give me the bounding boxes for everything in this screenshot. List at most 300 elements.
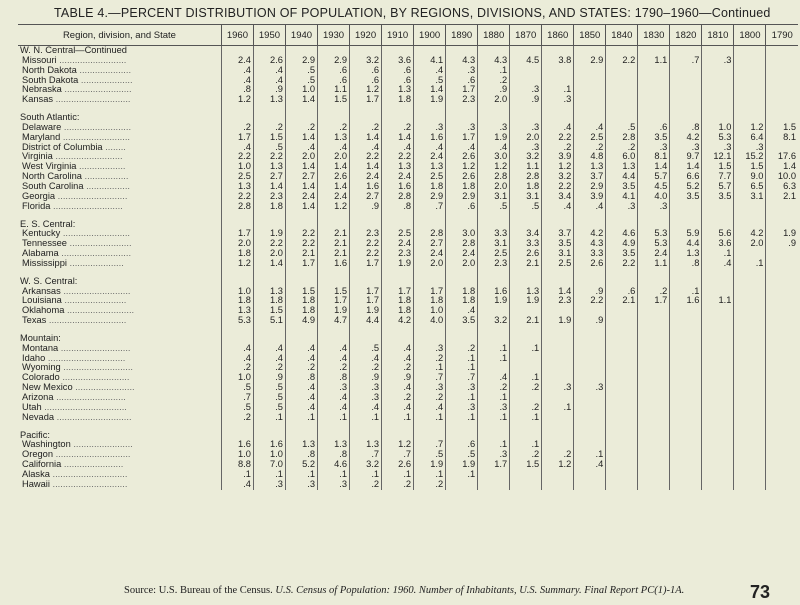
value-cell: 5.3 xyxy=(221,316,253,326)
value-cell xyxy=(670,460,702,470)
value-cell xyxy=(734,413,766,423)
value-cell: 3.3 xyxy=(510,239,542,249)
value-cell: 1.8 xyxy=(253,202,285,212)
value-cell: 2.2 xyxy=(221,152,253,162)
value-cell: 1.9 xyxy=(446,460,478,470)
value-cell: 2.8 xyxy=(510,172,542,182)
value-cell: 5.3 xyxy=(638,239,670,249)
year-header: 1950 xyxy=(253,25,285,46)
value-cell xyxy=(702,373,734,383)
value-cell: 8.8 xyxy=(221,460,253,470)
value-cell: 2.9 xyxy=(446,192,478,202)
value-cell: 1.5 xyxy=(702,162,734,172)
value-cell: 2.2 xyxy=(606,259,638,269)
year-header: 1910 xyxy=(382,25,414,46)
value-cell: .1 xyxy=(542,403,574,413)
value-cell xyxy=(734,344,766,354)
value-cell: 1.3 xyxy=(382,162,414,172)
value-cell: .4 xyxy=(574,460,606,470)
value-cell: .2 xyxy=(318,123,350,133)
value-cell: .2 xyxy=(382,480,414,490)
value-cell xyxy=(702,85,734,95)
value-cell xyxy=(670,450,702,460)
value-cell: 1.8 xyxy=(446,296,478,306)
value-cell: 1.8 xyxy=(414,296,446,306)
value-cell: 12.1 xyxy=(702,152,734,162)
value-cell: 1.5 xyxy=(253,133,285,143)
value-cell: 2.8 xyxy=(414,229,446,239)
value-cell xyxy=(638,373,670,383)
state-label: Kentucky .......................... xyxy=(22,229,130,239)
value-cell: .6 xyxy=(350,76,382,86)
value-cell: 2.5 xyxy=(542,259,574,269)
value-cell: .4 xyxy=(446,306,478,316)
state-label: Alaska ............................. xyxy=(22,469,128,479)
value-cell: 1.3 xyxy=(253,162,285,172)
state-label: Arizona ........................... xyxy=(22,393,126,402)
value-cell xyxy=(734,440,766,450)
value-cell xyxy=(766,249,798,259)
value-cell: 3.7 xyxy=(542,229,574,239)
value-cell: .2 xyxy=(253,363,285,373)
value-cell: 1.0 xyxy=(221,162,253,172)
value-cell: 2.9 xyxy=(414,192,446,202)
value-cell: 2.9 xyxy=(285,56,317,66)
value-cell: .6 xyxy=(638,123,670,133)
value-cell: 4.9 xyxy=(285,316,317,326)
value-cell: 7.0 xyxy=(253,460,285,470)
value-cell: .1 xyxy=(510,373,542,383)
value-cell: 4.2 xyxy=(574,229,606,239)
value-cell: 1.0 xyxy=(253,450,285,460)
value-cell xyxy=(670,354,702,364)
value-cell: .6 xyxy=(318,76,350,86)
value-cell: 2.2 xyxy=(574,296,606,306)
value-cell: 6.5 xyxy=(734,182,766,192)
value-cell: 2.1 xyxy=(285,249,317,259)
value-cell: .1 xyxy=(446,393,478,403)
value-cell: 2.1 xyxy=(318,229,350,239)
state-name: Wyoming xyxy=(22,363,61,373)
value-cell: .9 xyxy=(574,287,606,297)
state-name: Colorado xyxy=(22,373,60,383)
year-header: 1860 xyxy=(542,25,574,46)
value-cell: .8 xyxy=(221,85,253,95)
value-cell: .4 xyxy=(382,383,414,393)
value-cell xyxy=(606,306,638,316)
state-label: California ....................... xyxy=(22,460,124,470)
value-cell: .9 xyxy=(350,373,382,383)
value-cell: .4 xyxy=(542,123,574,133)
value-cell: 1.4 xyxy=(414,85,446,95)
state-label: Arkansas .......................... xyxy=(22,286,131,296)
value-cell: .5 xyxy=(446,450,478,460)
state-name: New Mexico xyxy=(22,383,73,393)
state-label: Louisiana ........................ xyxy=(22,296,127,306)
value-cell: 1.2 xyxy=(446,162,478,172)
value-cell xyxy=(542,480,574,490)
region-row xyxy=(18,431,798,441)
year-header: 1850 xyxy=(574,25,606,46)
value-cell: 9.0 xyxy=(734,172,766,182)
table-row xyxy=(18,480,798,490)
value-cell: .4 xyxy=(414,403,446,413)
value-cell xyxy=(542,76,574,86)
value-cell xyxy=(510,76,542,86)
value-cell xyxy=(478,480,510,490)
value-cell: 6.6 xyxy=(670,172,702,182)
value-cell: 1.6 xyxy=(670,296,702,306)
value-cell: .1 xyxy=(285,413,317,423)
value-cell: 2.5 xyxy=(414,172,446,182)
value-cell: 2.1 xyxy=(766,192,798,202)
value-cell xyxy=(670,95,702,105)
value-cell xyxy=(734,202,766,212)
year-header: 1920 xyxy=(350,25,382,46)
value-cell: .2 xyxy=(446,344,478,354)
value-cell: 1.2 xyxy=(221,95,253,105)
value-cell: .1 xyxy=(478,393,510,403)
value-cell: 2.0 xyxy=(414,259,446,269)
value-cell: .4 xyxy=(414,143,446,153)
value-cell: .2 xyxy=(318,363,350,373)
value-cell: 1.4 xyxy=(285,182,317,192)
value-cell: 1.3 xyxy=(350,440,382,450)
table-row xyxy=(18,249,798,259)
value-cell xyxy=(510,306,542,316)
value-cell: 4.2 xyxy=(670,133,702,143)
value-cell xyxy=(702,354,734,364)
table-row xyxy=(18,182,798,192)
value-cell xyxy=(638,413,670,423)
value-cell xyxy=(766,56,798,66)
region-name: Mountain: xyxy=(20,333,61,343)
table-row xyxy=(18,259,798,269)
value-cell: 1.6 xyxy=(221,440,253,450)
region-name: W. S. Central: xyxy=(20,276,78,286)
value-cell: .3 xyxy=(670,143,702,153)
value-cell xyxy=(734,306,766,316)
value-cell: .2 xyxy=(510,403,542,413)
value-cell: 2.2 xyxy=(221,192,253,202)
value-cell: .2 xyxy=(478,76,510,86)
value-cell xyxy=(766,413,798,423)
value-cell: 2.4 xyxy=(350,172,382,182)
table-row xyxy=(18,76,798,86)
value-cell: 4.3 xyxy=(446,56,478,66)
value-cell: 2.4 xyxy=(382,239,414,249)
value-cell: 1.2 xyxy=(350,85,382,95)
value-cell xyxy=(670,373,702,383)
value-cell: 2.9 xyxy=(318,56,350,66)
value-cell: 5.2 xyxy=(670,182,702,192)
value-cell: .4 xyxy=(350,403,382,413)
value-cell xyxy=(606,76,638,86)
value-cell xyxy=(542,440,574,450)
value-cell xyxy=(574,403,606,413)
state-label: District of Columbia ........ xyxy=(22,142,126,152)
value-cell: 4.1 xyxy=(414,56,446,66)
value-cell: .2 xyxy=(542,450,574,460)
value-cell xyxy=(574,393,606,403)
value-cell: 2.6 xyxy=(382,460,414,470)
year-header: 1890 xyxy=(446,25,478,46)
state-label: Nebraska .......................... xyxy=(22,85,132,95)
value-cell xyxy=(574,76,606,86)
state-label: Washington ....................... xyxy=(22,440,133,450)
year-header: 1820 xyxy=(670,25,702,46)
value-cell: .6 xyxy=(446,440,478,450)
value-cell xyxy=(638,354,670,364)
value-cell: .4 xyxy=(318,344,350,354)
value-cell xyxy=(766,403,798,413)
value-cell: 2.5 xyxy=(382,229,414,239)
value-cell xyxy=(702,460,734,470)
value-cell: .7 xyxy=(414,440,446,450)
value-cell xyxy=(702,470,734,480)
value-cell: 1.4 xyxy=(253,182,285,192)
value-cell xyxy=(766,316,798,326)
value-cell: 2.2 xyxy=(253,152,285,162)
value-cell: 1.8 xyxy=(382,296,414,306)
value-cell: 2.1 xyxy=(510,259,542,269)
value-cell xyxy=(606,344,638,354)
state-name: Nevada xyxy=(22,412,55,422)
year-header: 1870 xyxy=(510,25,542,46)
value-cell: 2.6 xyxy=(318,172,350,182)
state-name: Tennessee xyxy=(22,239,67,249)
value-cell: .9 xyxy=(766,239,798,249)
page-number: 73 xyxy=(749,582,770,602)
value-cell xyxy=(734,316,766,326)
value-cell xyxy=(734,480,766,490)
state-label: New Mexico ....................... xyxy=(22,383,135,393)
value-cell: .2 xyxy=(574,143,606,153)
state-label: Kansas ............................. xyxy=(22,95,131,105)
value-cell xyxy=(734,403,766,413)
value-cell: .2 xyxy=(350,363,382,373)
value-cell: .1 xyxy=(574,450,606,460)
value-cell xyxy=(670,383,702,393)
table-row xyxy=(18,393,798,403)
table-row xyxy=(18,66,798,76)
value-cell xyxy=(670,480,702,490)
value-cell: 4.4 xyxy=(670,239,702,249)
value-cell xyxy=(510,470,542,480)
value-cell: .4 xyxy=(253,66,285,76)
value-cell xyxy=(638,363,670,373)
value-cell: 3.2 xyxy=(542,172,574,182)
value-cell: .1 xyxy=(446,470,478,480)
value-cell: .4 xyxy=(221,66,253,76)
value-cell: 2.1 xyxy=(318,239,350,249)
value-cell: 2.3 xyxy=(253,192,285,202)
value-cell: 1.7 xyxy=(318,296,350,306)
population-table xyxy=(18,24,798,490)
value-cell xyxy=(574,470,606,480)
table-row xyxy=(18,95,798,105)
value-cell xyxy=(606,66,638,76)
value-cell: 1.4 xyxy=(542,287,574,297)
value-cell: 1.7 xyxy=(478,460,510,470)
value-cell xyxy=(702,403,734,413)
value-cell: 1.8 xyxy=(382,95,414,105)
value-cell: .4 xyxy=(253,354,285,364)
value-cell: .1 xyxy=(318,470,350,480)
value-cell: 3.9 xyxy=(542,152,574,162)
value-cell xyxy=(670,363,702,373)
value-cell: 1.4 xyxy=(382,133,414,143)
table-row xyxy=(18,143,798,153)
state-name: Hawaii xyxy=(22,479,50,489)
source-citation: U.S. Census of Population: 1960. Number of Inhabitants, U.S. Summary. Final Report PC(1)-1A. xyxy=(275,585,685,596)
footer-source xyxy=(124,585,684,596)
value-cell: .1 xyxy=(414,363,446,373)
value-cell: 2.0 xyxy=(318,152,350,162)
value-cell xyxy=(606,413,638,423)
value-cell: 1.9 xyxy=(510,296,542,306)
value-cell: .3 xyxy=(350,393,382,403)
value-cell: 1.9 xyxy=(382,259,414,269)
value-cell: 2.0 xyxy=(285,152,317,162)
value-cell: .2 xyxy=(414,480,446,490)
table-row xyxy=(18,316,798,326)
value-cell: .5 xyxy=(414,76,446,86)
value-cell xyxy=(670,470,702,480)
value-cell: 3.1 xyxy=(734,192,766,202)
value-cell: .3 xyxy=(478,450,510,460)
value-cell: .6 xyxy=(350,66,382,76)
header-row xyxy=(18,25,798,46)
value-cell xyxy=(734,249,766,259)
value-cell: 1.3 xyxy=(670,249,702,259)
value-cell: 1.7 xyxy=(350,296,382,306)
value-cell: .5 xyxy=(510,202,542,212)
value-cell xyxy=(702,95,734,105)
value-cell: 2.1 xyxy=(510,316,542,326)
value-cell: 2.0 xyxy=(253,249,285,259)
value-cell xyxy=(766,344,798,354)
value-cell: 3.5 xyxy=(702,192,734,202)
value-cell xyxy=(734,460,766,470)
value-cell: .4 xyxy=(221,354,253,364)
value-cell xyxy=(638,460,670,470)
value-cell: .3 xyxy=(446,403,478,413)
state-name: South Carolina xyxy=(22,181,84,191)
state-name: Kansas xyxy=(22,95,54,105)
value-cell: 3.4 xyxy=(510,229,542,239)
value-cell: 3.7 xyxy=(574,172,606,182)
value-cell xyxy=(606,450,638,460)
value-cell xyxy=(734,363,766,373)
value-cell xyxy=(510,480,542,490)
state-name: California xyxy=(22,460,62,470)
value-cell: .2 xyxy=(382,393,414,403)
state-label: Texas .............................. xyxy=(22,316,127,326)
value-cell: .5 xyxy=(253,393,285,403)
value-cell xyxy=(766,259,798,269)
value-cell xyxy=(734,470,766,480)
value-cell xyxy=(606,440,638,450)
value-cell: 2.3 xyxy=(446,95,478,105)
value-cell xyxy=(574,413,606,423)
value-cell: .4 xyxy=(414,66,446,76)
value-cell: .4 xyxy=(382,143,414,153)
value-cell: 1.3 xyxy=(253,287,285,297)
value-cell xyxy=(574,373,606,383)
value-cell: .5 xyxy=(221,383,253,393)
value-cell: 3.3 xyxy=(574,249,606,259)
value-cell xyxy=(574,66,606,76)
value-cell: .1 xyxy=(382,470,414,480)
value-cell xyxy=(574,95,606,105)
value-cell: 1.7 xyxy=(638,296,670,306)
value-cell: .2 xyxy=(638,287,670,297)
value-cell: .2 xyxy=(350,123,382,133)
value-cell: .4 xyxy=(702,259,734,269)
value-cell: .9 xyxy=(253,373,285,383)
region-name: Pacific: xyxy=(20,430,50,440)
value-cell: .3 xyxy=(253,480,285,490)
state-name: Delaware xyxy=(22,122,62,132)
value-cell: 1.8 xyxy=(285,306,317,316)
value-cell: 1.4 xyxy=(350,162,382,172)
value-cell: 1.6 xyxy=(478,287,510,297)
value-cell: .1 xyxy=(318,413,350,423)
value-cell: 1.9 xyxy=(350,306,382,316)
value-cell: 1.3 xyxy=(253,95,285,105)
value-cell: 1.4 xyxy=(318,182,350,192)
value-cell: 1.3 xyxy=(574,162,606,172)
value-cell: .3 xyxy=(414,383,446,393)
value-cell: 4.3 xyxy=(478,56,510,66)
value-cell xyxy=(638,403,670,413)
value-cell: .4 xyxy=(318,403,350,413)
value-cell: .1 xyxy=(702,249,734,259)
value-cell: 17.6 xyxy=(766,152,798,162)
value-cell: .3 xyxy=(542,95,574,105)
value-cell xyxy=(542,363,574,373)
value-cell: 1.8 xyxy=(285,296,317,306)
table-row xyxy=(18,123,798,133)
value-cell: 1.1 xyxy=(318,85,350,95)
value-cell xyxy=(766,363,798,373)
value-cell: .5 xyxy=(253,403,285,413)
value-cell: 2.6 xyxy=(446,152,478,162)
value-cell: .6 xyxy=(446,202,478,212)
value-cell: 3.0 xyxy=(446,229,478,239)
state-name: Oklahoma xyxy=(22,306,65,316)
value-cell: 1.3 xyxy=(318,440,350,450)
header-label: Region, division, and State xyxy=(18,25,221,46)
table-row xyxy=(18,354,798,364)
value-cell xyxy=(542,373,574,383)
value-cell: .3 xyxy=(446,383,478,393)
value-cell: .7 xyxy=(382,450,414,460)
value-cell: .4 xyxy=(285,354,317,364)
value-cell: .1 xyxy=(478,344,510,354)
value-cell: 1.9 xyxy=(478,133,510,143)
value-cell: 4.2 xyxy=(734,229,766,239)
value-cell: 6.4 xyxy=(734,133,766,143)
value-cell: 1.3 xyxy=(510,287,542,297)
value-cell: 2.0 xyxy=(478,182,510,192)
value-cell xyxy=(734,56,766,66)
value-cell xyxy=(510,354,542,364)
value-cell: 2.2 xyxy=(382,152,414,162)
value-cell: .1 xyxy=(350,413,382,423)
value-cell: .4 xyxy=(574,202,606,212)
